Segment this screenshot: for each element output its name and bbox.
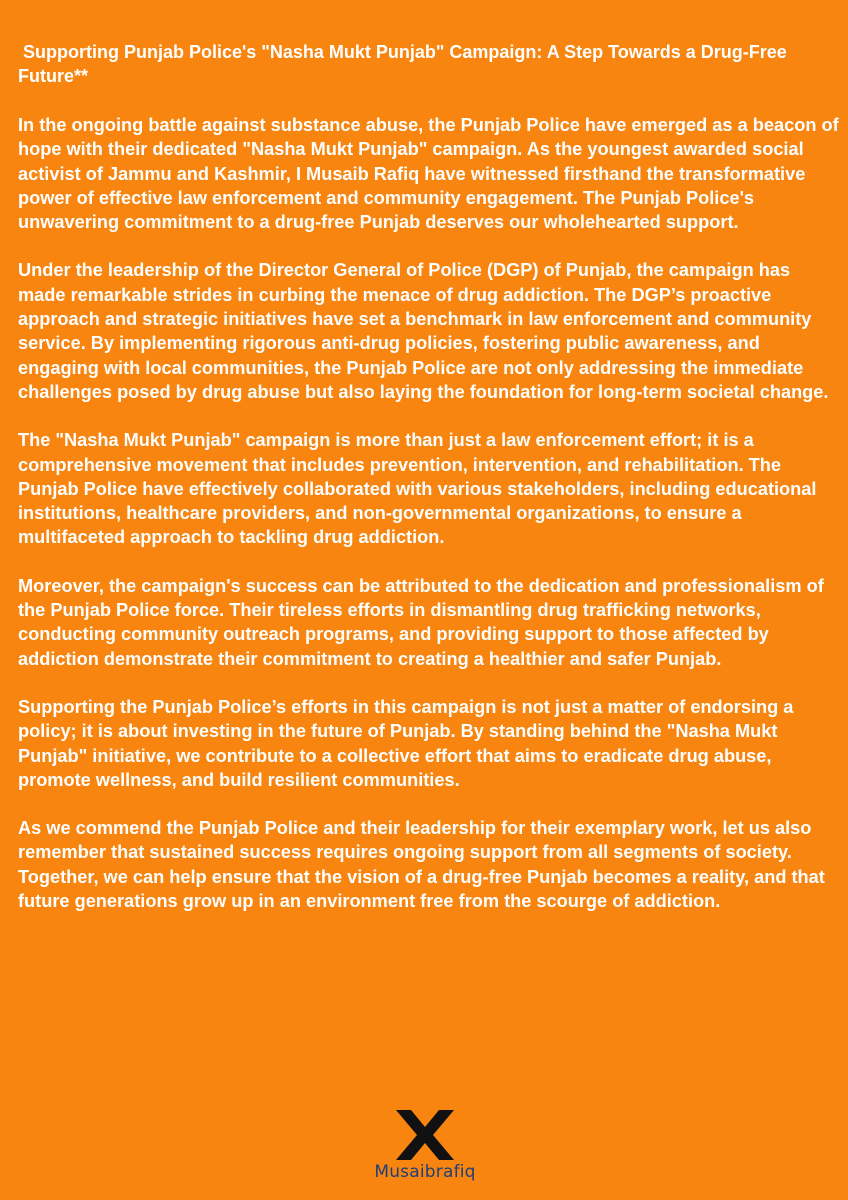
logo-text: Musaibrafiq [374,1162,476,1182]
paragraph-4: Moreover, the campaign's success can be attributed to the dedication and professionalism of the Punjab Police force. Their tireless efforts in dismantling drug trafficking networks, conducting community outreach programs, and providing support to those affected by addiction demonstrate their commitment to creating a healthier and safer Punjab. [18,575,824,669]
document-body [18,40,840,937]
paragraph-5: Supporting the Punjab Police’s efforts in this campaign is not just a matter of endorsing a policy; it is about investing in the future of Punjab. By standing behind the "Nasha Mukt Punjab" initiative, we contribute to a collective effort that aims to eradicate drug abuse, promote wellness, and build resilient communities. [18,696,794,790]
footer-logo [366,1110,484,1182]
paragraph-6: As we commend the Punjab Police and their leadership for their exemplary work, let us also remember that sustained success requires ongoing support from all segments of society. Together, we can help ensure that the vision of a drug-free Punjab becomes a reality, and that future generations grow up in an environment free from the scourge of addiction. [18,818,825,912]
paragraph-1: In the ongoing battle against substance abuse, the Punjab Police have emerged as a beacon of hope with their dedicated "Nasha Mukt Punjab" campaign. As the youngest awarded social activist of Jammu and Kashmir, I Musaib Rafiq have witnessed firsthand the transformative power of effective law enforcement and community engagement. The Punjab Police's unwavering commitment to a drug-free Punjab deserves our wholehearted support. [18,115,839,233]
x-logo-icon [366,1110,484,1160]
paragraph-2: Under the leadership of the Director General of Police (DGP) of Punjab, the campaign has made remarkable strides in curbing the menace of drug addiction. The DGP’s proactive approach and strategic initiatives have set a benchmark in law enforcement and community service. By implementing rigorous anti-drug policies, fostering public awareness, and engaging with local communities, the Punjab Police are not only addressing the immediate challenges posed by drug abuse but also laying the foundation for long-term societal change. [18,260,829,402]
paragraph-3: The "Nasha Mukt Punjab" campaign is more than just a law enforcement effort; it is a comprehensive movement that includes prevention, intervention, and rehabilitation. The Punjab Police have effectively collaborated with various stakeholders, including educational institutions, healthcare providers, and non-governmental organizations, to ensure a multifaceted approach to tackling drug addiction. [18,430,817,548]
document-title: Supporting Punjab Police's "Nasha Mukt Punjab" Campaign: A Step Towards a Drug-Free Future** [18,42,792,86]
